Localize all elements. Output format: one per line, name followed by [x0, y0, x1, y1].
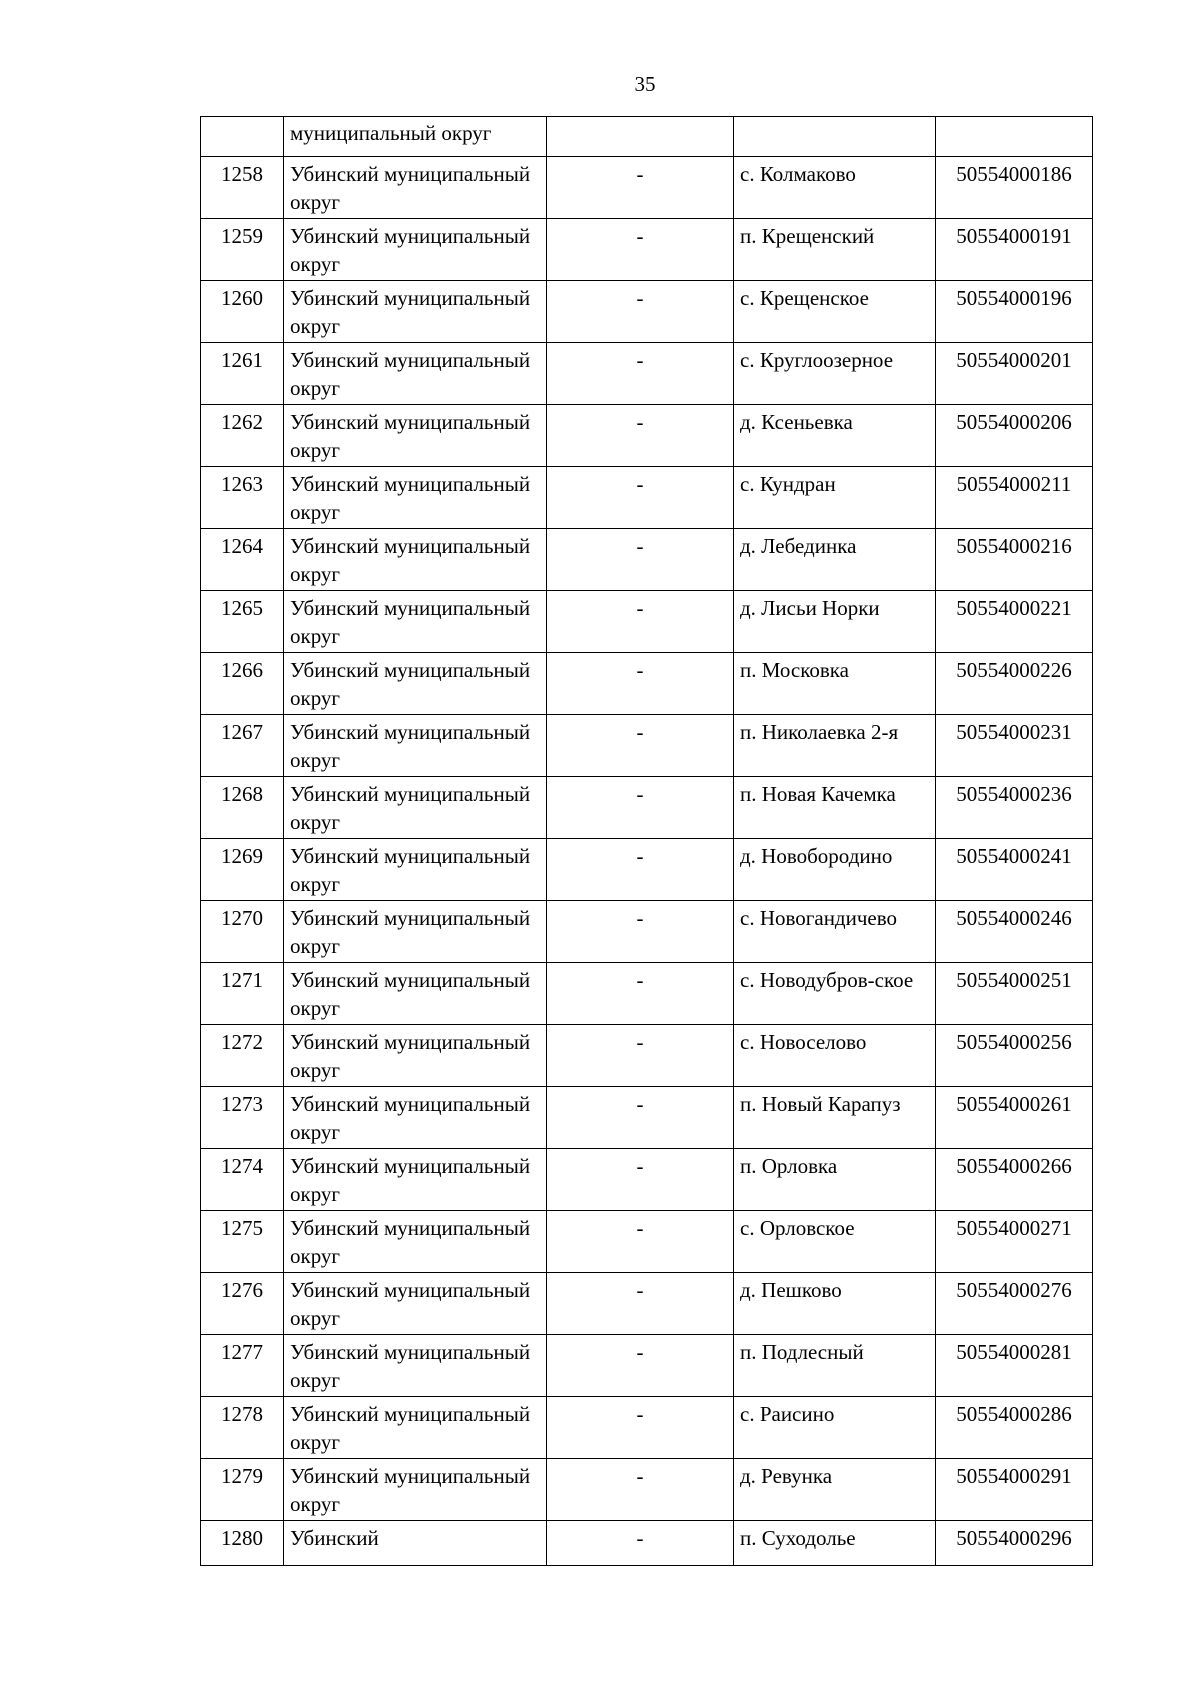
- table-row: [201, 1335, 1093, 1397]
- code-cell: 50554000261: [936, 1087, 1093, 1149]
- district-cell: Убинский муниципальный округ: [284, 1025, 547, 1087]
- row-number-cell: 1279: [201, 1459, 284, 1521]
- settlement-cell: д. Ксеньевка: [734, 405, 936, 467]
- row-number-cell: 1265: [201, 591, 284, 653]
- district-cell: Убинский муниципальный округ: [284, 529, 547, 591]
- settlement-cell: п. Подлесный: [734, 1335, 936, 1397]
- dash-cell: -: [547, 157, 734, 219]
- row-number-cell: 1268: [201, 777, 284, 839]
- table-row: [201, 1087, 1093, 1149]
- dash-cell: -: [547, 1087, 734, 1149]
- row-number-cell: 1258: [201, 157, 284, 219]
- district-cell: Убинский муниципальный округ: [284, 777, 547, 839]
- dash-cell: -: [547, 1025, 734, 1087]
- district-cell: Убинский муниципальный округ: [284, 1397, 547, 1459]
- code-cell: 50554000251: [936, 963, 1093, 1025]
- table-body: [201, 117, 1093, 1566]
- table-row: [201, 219, 1093, 281]
- district-cell: Убинский муниципальный округ: [284, 1087, 547, 1149]
- dash-cell: -: [547, 1397, 734, 1459]
- table-row: [201, 653, 1093, 715]
- district-cell: Убинский муниципальный округ: [284, 839, 547, 901]
- row-number-cell: 1264: [201, 529, 284, 591]
- settlement-cell: д. Лисьи Норки: [734, 591, 936, 653]
- table-row: [201, 1397, 1093, 1459]
- table-row: [201, 529, 1093, 591]
- district-cell: Убинский муниципальный округ: [284, 1211, 547, 1273]
- settlement-cell: д. Новобородино: [734, 839, 936, 901]
- district-cell: Убинский муниципальный округ: [284, 405, 547, 467]
- row-number-cell: 1278: [201, 1397, 284, 1459]
- dash-cell: -: [547, 1273, 734, 1335]
- table-row: [201, 1211, 1093, 1273]
- district-cell: Убинский муниципальный округ: [284, 591, 547, 653]
- dash-cell: [547, 117, 734, 157]
- row-number-cell: 1273: [201, 1087, 284, 1149]
- table-row: [201, 901, 1093, 963]
- district-cell: Убинский муниципальный округ: [284, 1335, 547, 1397]
- code-cell: 50554000266: [936, 1149, 1093, 1211]
- district-cell: Убинский муниципальный округ: [284, 901, 547, 963]
- settlement-cell: с. Кундран: [734, 467, 936, 529]
- dash-cell: -: [547, 901, 734, 963]
- dash-cell: -: [547, 405, 734, 467]
- district-cell: Убинский муниципальный округ: [284, 1273, 547, 1335]
- row-number-cell: 1259: [201, 219, 284, 281]
- code-cell: 50554000246: [936, 901, 1093, 963]
- code-cell: 50554000286: [936, 1397, 1093, 1459]
- row-number-cell: 1262: [201, 405, 284, 467]
- dash-cell: -: [547, 839, 734, 901]
- code-cell: 50554000271: [936, 1211, 1093, 1273]
- dash-cell: -: [547, 219, 734, 281]
- code-cell: 50554000291: [936, 1459, 1093, 1521]
- settlement-cell: с. Новоселово: [734, 1025, 936, 1087]
- code-cell: 50554000221: [936, 591, 1093, 653]
- dash-cell: -: [547, 715, 734, 777]
- settlement-cell: п. Николаевка 2-я: [734, 715, 936, 777]
- code-cell: 50554000216: [936, 529, 1093, 591]
- settlement-cell: [734, 117, 936, 157]
- page-number: 35: [634, 72, 656, 96]
- settlement-cell: с. Колмаково: [734, 157, 936, 219]
- table-row: [201, 715, 1093, 777]
- row-number-cell: 1272: [201, 1025, 284, 1087]
- dash-cell: -: [547, 777, 734, 839]
- code-cell: 50554000231: [936, 715, 1093, 777]
- settlement-cell: п. Московка: [734, 653, 936, 715]
- table-row: [201, 839, 1093, 901]
- code-cell: 50554000296: [936, 1521, 1093, 1566]
- code-cell: 50554000276: [936, 1273, 1093, 1335]
- row-number-cell: [201, 117, 284, 157]
- settlement-cell: п. Орловка: [734, 1149, 936, 1211]
- settlement-cell: д. Пешково: [734, 1273, 936, 1335]
- code-cell: 50554000226: [936, 653, 1093, 715]
- table-row: [201, 281, 1093, 343]
- row-number-cell: 1260: [201, 281, 284, 343]
- row-number-cell: 1276: [201, 1273, 284, 1335]
- row-number-cell: 1275: [201, 1211, 284, 1273]
- settlement-cell: п. Суходолье: [734, 1521, 936, 1566]
- row-number-cell: 1267: [201, 715, 284, 777]
- dash-cell: -: [547, 591, 734, 653]
- district-cell: муниципальный округ: [284, 117, 547, 157]
- dash-cell: -: [547, 1211, 734, 1273]
- row-number-cell: 1274: [201, 1149, 284, 1211]
- row-number-cell: 1277: [201, 1335, 284, 1397]
- code-cell: [936, 117, 1093, 157]
- table-row: [201, 591, 1093, 653]
- settlement-cell: п. Крещенский: [734, 219, 936, 281]
- code-cell: 50554000256: [936, 1025, 1093, 1087]
- dash-cell: -: [547, 1335, 734, 1397]
- dash-cell: -: [547, 281, 734, 343]
- table-row: [201, 1149, 1093, 1211]
- settlement-cell: с. Орловское: [734, 1211, 936, 1273]
- code-cell: 50554000206: [936, 405, 1093, 467]
- settlement-cell: с. Раисино: [734, 1397, 936, 1459]
- table-row: [201, 467, 1093, 529]
- code-cell: 50554000241: [936, 839, 1093, 901]
- settlement-cell: с. Новодубров-ское: [734, 963, 936, 1025]
- code-cell: 50554000201: [936, 343, 1093, 405]
- dash-cell: -: [547, 1459, 734, 1521]
- dash-cell: -: [547, 963, 734, 1025]
- code-cell: 50554000236: [936, 777, 1093, 839]
- district-cell: Убинский муниципальный округ: [284, 281, 547, 343]
- district-cell: Убинский муниципальный округ: [284, 343, 547, 405]
- settlement-cell: с. Новогандичево: [734, 901, 936, 963]
- district-cell: Убинский муниципальный округ: [284, 219, 547, 281]
- dash-cell: -: [547, 529, 734, 591]
- district-cell: Убинский муниципальный округ: [284, 963, 547, 1025]
- table-row: [201, 963, 1093, 1025]
- district-cell: Убинский муниципальный округ: [284, 715, 547, 777]
- dash-cell: -: [547, 653, 734, 715]
- dash-cell: -: [547, 467, 734, 529]
- settlement-cell: д. Ревунка: [734, 1459, 936, 1521]
- district-cell: Убинский муниципальный округ: [284, 653, 547, 715]
- continuation-row: [201, 117, 1093, 157]
- row-number-cell: 1269: [201, 839, 284, 901]
- row-number-cell: 1270: [201, 901, 284, 963]
- table-row: [201, 1521, 1093, 1566]
- settlements-table: [200, 116, 1093, 1566]
- settlement-cell: п. Новая Качемка: [734, 777, 936, 839]
- table-row: [201, 1459, 1093, 1521]
- code-cell: 50554000211: [936, 467, 1093, 529]
- settlement-cell: с. Крещенское: [734, 281, 936, 343]
- row-number-cell: 1266: [201, 653, 284, 715]
- table-row: [201, 405, 1093, 467]
- settlement-cell: д. Лебединка: [734, 529, 936, 591]
- table-row: [201, 343, 1093, 405]
- table-row: [201, 777, 1093, 839]
- settlement-cell: п. Новый Карапуз: [734, 1087, 936, 1149]
- code-cell: 50554000191: [936, 219, 1093, 281]
- code-cell: 50554000281: [936, 1335, 1093, 1397]
- district-cell: Убинский муниципальный округ: [284, 157, 547, 219]
- row-number-cell: 1280: [201, 1521, 284, 1566]
- dash-cell: -: [547, 1521, 734, 1566]
- table-row: [201, 1025, 1093, 1087]
- row-number-cell: 1261: [201, 343, 284, 405]
- row-number-cell: 1271: [201, 963, 284, 1025]
- code-cell: 50554000196: [936, 281, 1093, 343]
- dash-cell: -: [547, 343, 734, 405]
- code-cell: 50554000186: [936, 157, 1093, 219]
- district-cell: Убинский: [284, 1521, 547, 1566]
- settlement-cell: с. Круглоозерное: [734, 343, 936, 405]
- table-row: [201, 157, 1093, 219]
- table-row: [201, 1273, 1093, 1335]
- district-cell: Убинский муниципальный округ: [284, 1459, 547, 1521]
- row-number-cell: 1263: [201, 467, 284, 529]
- district-cell: Убинский муниципальный округ: [284, 467, 547, 529]
- district-cell: Убинский муниципальный округ: [284, 1149, 547, 1211]
- dash-cell: -: [547, 1149, 734, 1211]
